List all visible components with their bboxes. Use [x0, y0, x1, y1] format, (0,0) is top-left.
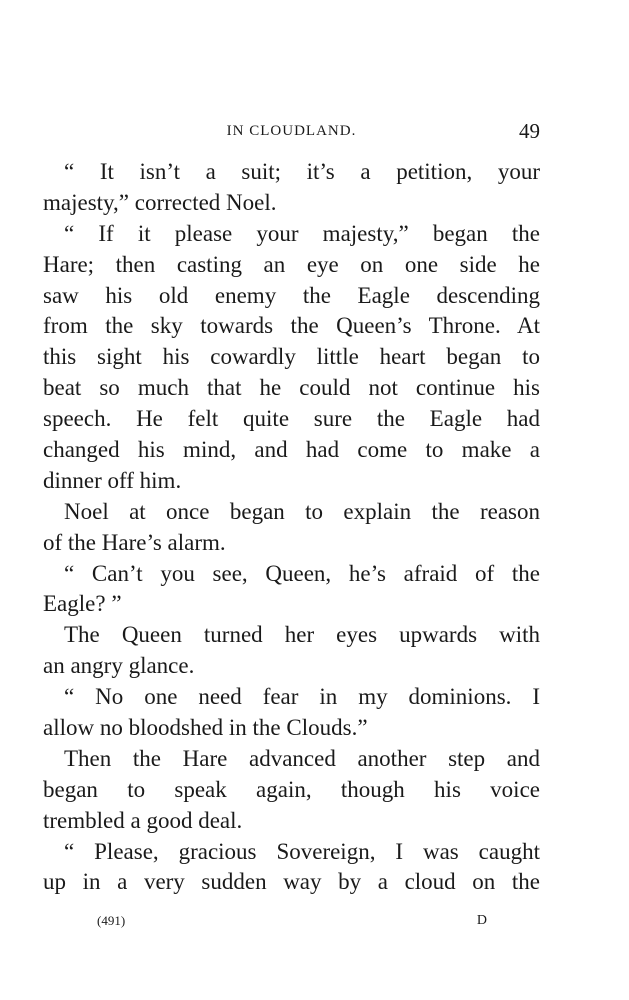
text-line: “ If it please your majesty,” began the [64, 220, 540, 246]
text-line: an angry glance. [43, 653, 195, 679]
running-title: IN CLOUDLAND. [226, 123, 357, 139]
page-footer [43, 913, 540, 933]
text-line: “ It isn’t a suit; it’s a petition, your [64, 159, 540, 184]
body-text [43, 157, 540, 898]
page-number: 49 [519, 119, 540, 143]
text-line: of the Hare’s alarm. [43, 529, 226, 555]
signature-letter: D [476, 913, 487, 928]
text-line: Noel at once began to explain the reason [64, 498, 540, 524]
text-line: speech. He felt quite sure the Eagle had [43, 406, 540, 432]
text-line: “ No one need fear in my dominions. I [64, 684, 540, 710]
text-line: Eagle? ” [43, 591, 122, 617]
printer-mark: (491) [97, 913, 126, 928]
running-head [43, 119, 540, 143]
text-line: beat so much that he could not continue his [43, 375, 540, 401]
text-line: Hare; then casting an eye on one side he [43, 251, 540, 277]
text-line: trembled a good deal. [43, 807, 243, 833]
text-line: “ Please, gracious Sovereign, I was caught [64, 838, 540, 864]
text-line: this sight his cowardly little heart began to [43, 344, 540, 370]
text-line: from the sky towards the Queen’s Throne. At [43, 313, 540, 339]
text-line: began to speak again, though his voice [43, 776, 540, 802]
text-line: majesty,” corrected Noel. [43, 189, 277, 215]
text-line: Then the Hare advanced another step and [64, 745, 540, 771]
text-line: “ Can’t you see, Queen, he’s afraid of the [64, 560, 540, 586]
text-line: The Queen turned her eyes upwards with [64, 622, 540, 648]
text-line: saw his old enemy the Eagle descending [43, 282, 540, 308]
text-line: allow no bloodshed in the Clouds.” [43, 715, 368, 741]
text-line: changed his mind, and had come to make a [43, 437, 540, 463]
text-line: up in a very sudden way by a cloud on the [43, 869, 540, 895]
text-line: dinner off him. [43, 467, 182, 493]
